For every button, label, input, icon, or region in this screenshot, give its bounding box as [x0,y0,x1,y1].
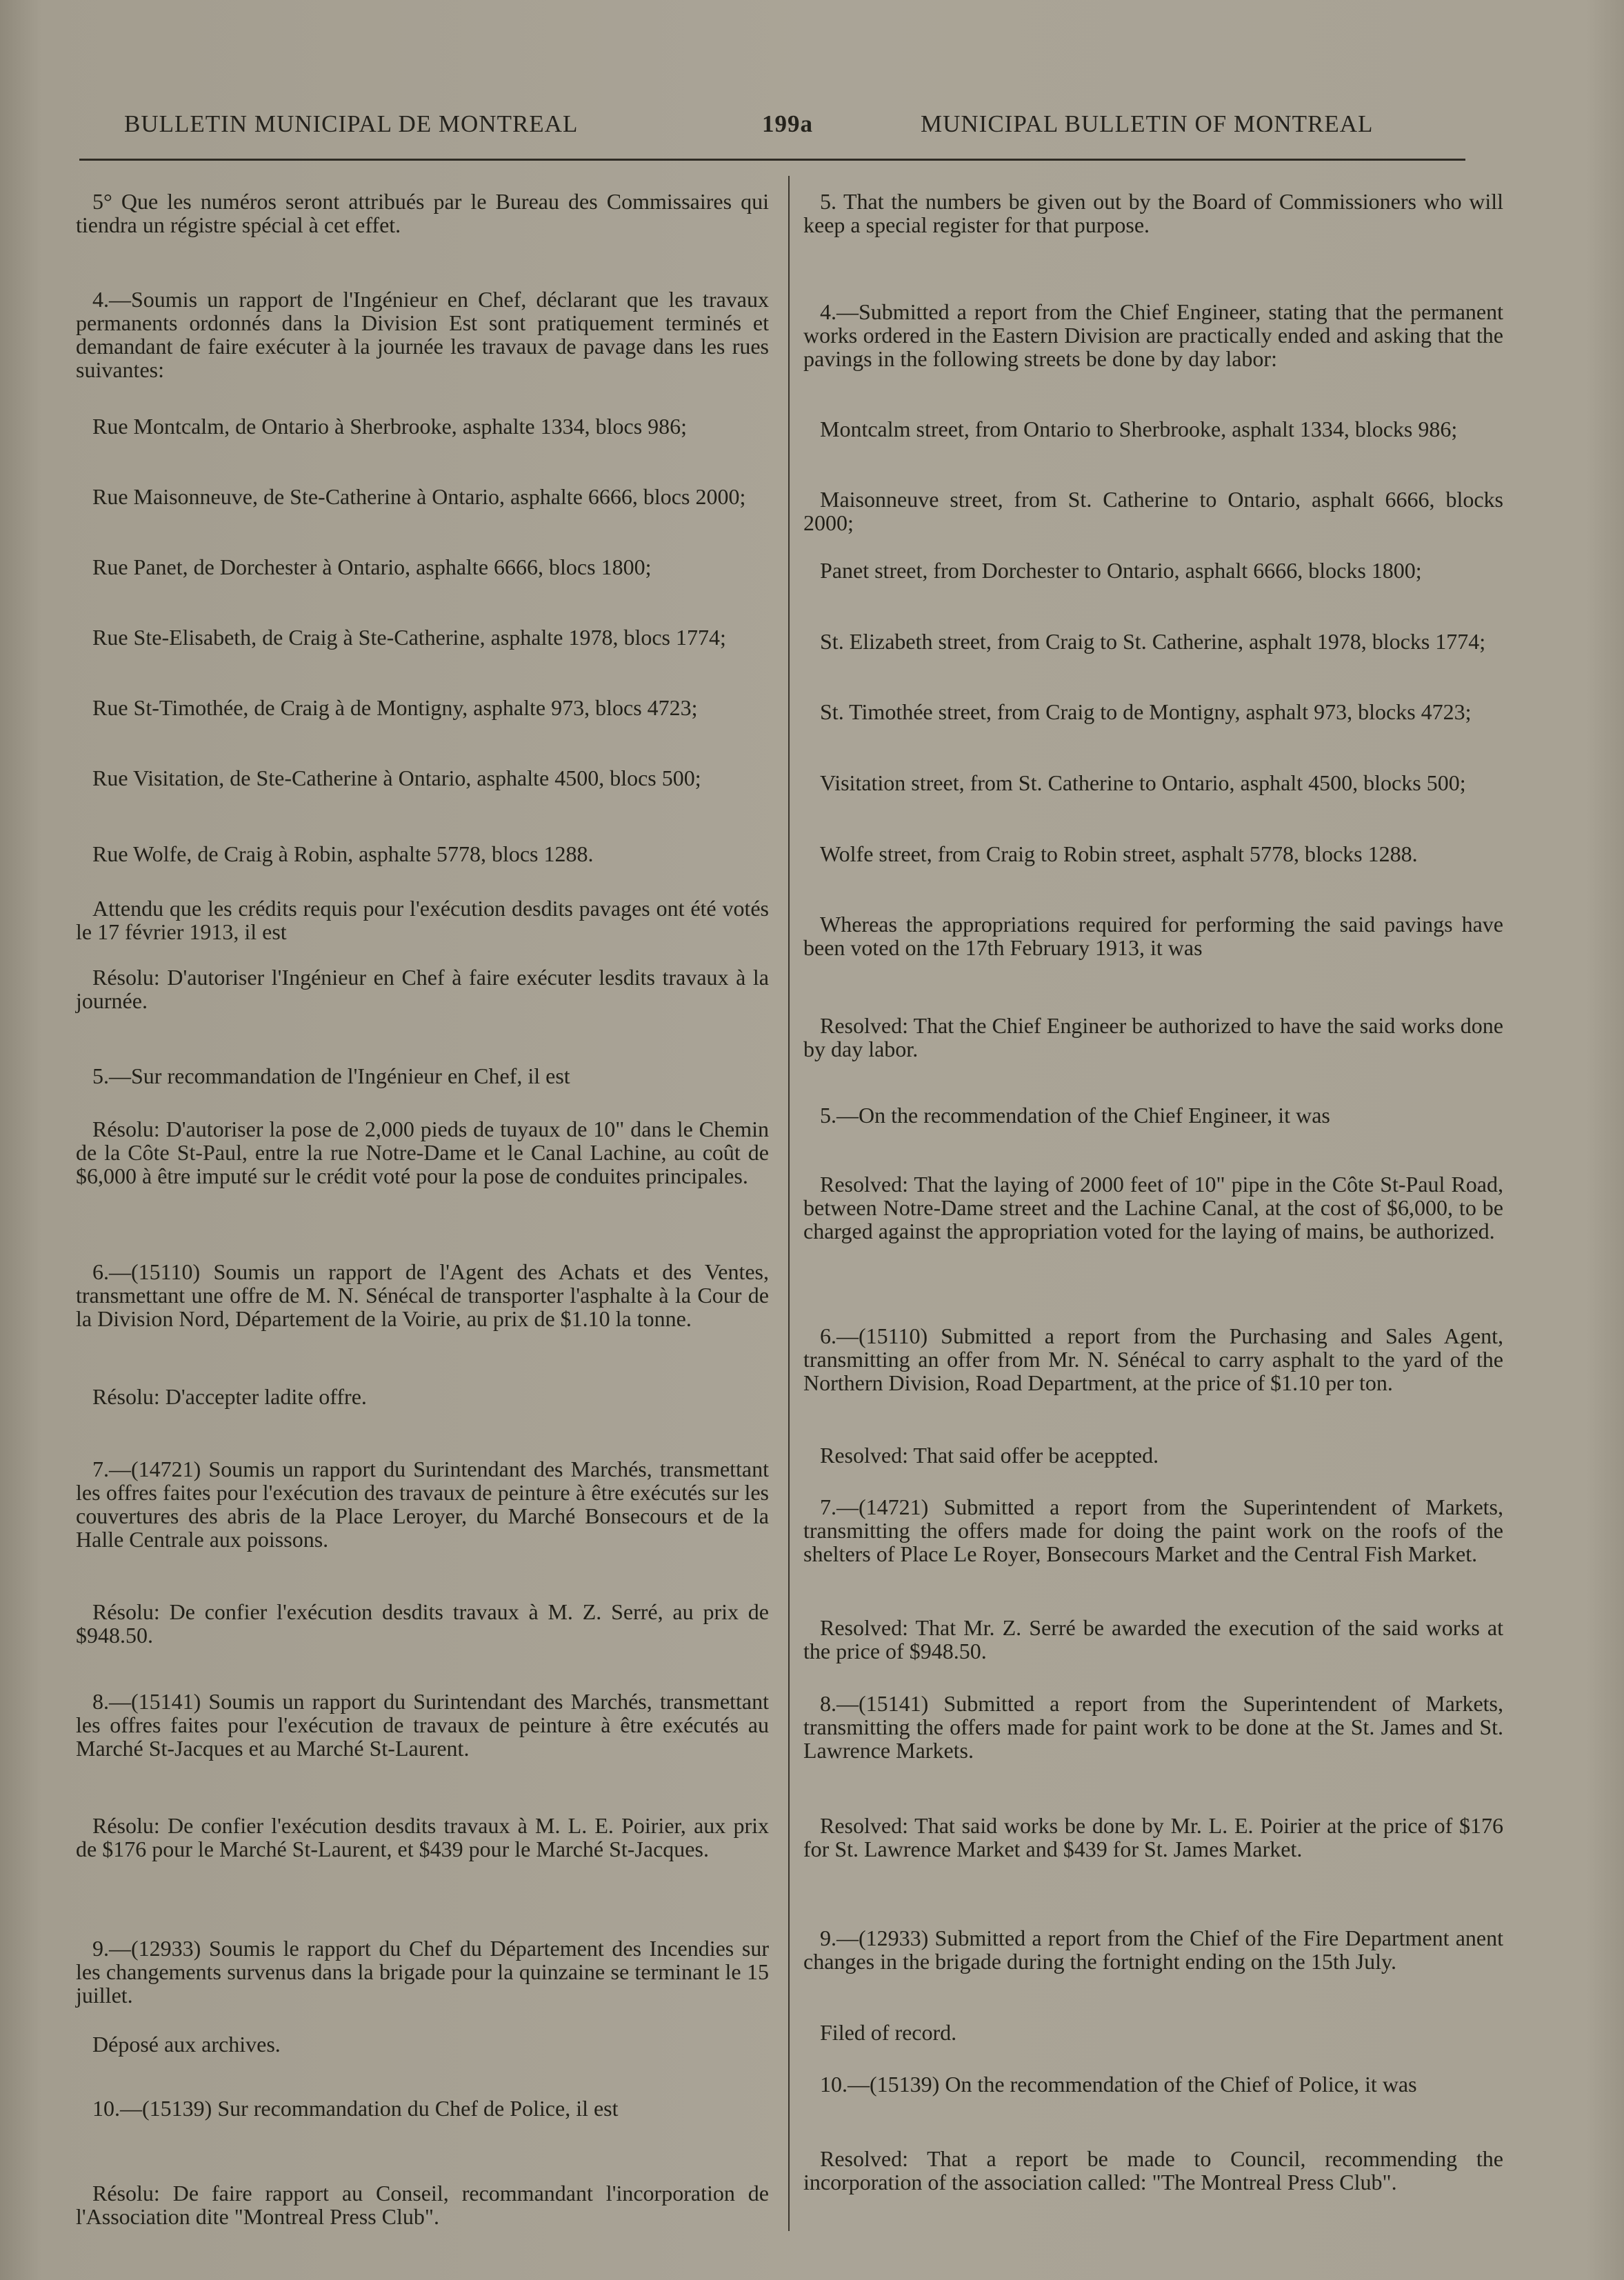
page-number: 199a [762,110,813,137]
fr-paragraph: Résolu: D'autoriser l'Ingénieur en Chef à faire exécuter lesdits travaux à la journée. [76,965,769,1013]
fr-paragraph: Attendu que les crédits requis pour l'exécution desdits pavages ont été votés le 17 février 1913, il est [76,896,769,944]
fr-paragraph: Déposé aux archives. [92,2032,281,2057]
fr-paragraph: 8.—(15141) Soumis un rapport du Surintendant des Marchés, transmettant les offres faites pour l'exécution de travaux de peinture à être exécutés au Marché St-Jacques et au Marché St-Laurent. [76,1689,769,1761]
fr-paragraph: Résolu: De faire rapport au Conseil, recommandant l'incorporation de l'Association dite "Montreal Press Club". [76,2181,769,2229]
en-paragraph: 6.—(15110) Submitted a report from the Purchasing and Sales Agent, transmitting an offer from Mr. N. Sénécal to carry asphalt to the yard of the Northern Division, Road Department, at the price of $1.10 per ton. [803,1323,1503,1395]
fr-paragraph: Rue St-Timothée, de Craig à de Montigny, asphalte 973, blocs 4723; [92,695,698,720]
en-paragraph: 7.—(14721) Submitted a report from the Superintendent of Markets, transmitting the offers made for doing the paint work on the roofs of the shelters of Place Le Royer, Bonsecours Market and the Central Fish Market. [803,1494,1503,1566]
header-french-title: BULLETIN MUNICIPAL DE MONTREAL [124,110,579,137]
fr-paragraph: 6.—(15110) Soumis un rapport de l'Agent des Achats et des Ventes, transmettant une offre de M. N. Sénécal de transporter l'asphalte à la Cour de la Division Nord, Département de la Voirie, au prix de $1.10 la tonne. [76,1259,769,1331]
en-paragraph: 4.—Submitted a report from the Chief Engineer, stating that the permanent works ordered in the Eastern Division are practically ended and asking that the pavings in the following streets be done by day labor: [803,299,1503,371]
en-paragraph: Maisonneuve street, from St. Catherine to Ontario, asphalt 6666, blocks 2000; [803,487,1503,535]
en-paragraph: Resolved: That the Chief Engineer be authorized to have the said works done by day labor. [803,1013,1503,1061]
en-paragraph: 5.—On the recommendation of the Chief Engineer, it was [820,1103,1330,1128]
fr-paragraph: Rue Maisonneuve, de Ste-Catherine à Ontario, asphalte 6666, blocs 2000; [92,484,746,509]
en-paragraph: Wolfe street, from Craig to Robin street, asphalt 5778, blocks 1288. [820,841,1418,866]
en-paragraph: Resolved: That Mr. Z. Serré be awarded the execution of the said works at the price of $948.50. [803,1615,1503,1663]
fr-paragraph: Résolu: D'accepter ladite offre. [92,1384,367,1409]
fr-paragraph: 10.—(15139) Sur recommandation du Chef de Police, il est [92,2096,619,2121]
en-paragraph: Resolved: That a report be made to Council, recommending the incorporation of the association called: "The Montreal Press Club". [803,2146,1503,2194]
en-paragraph: Resolved: That said offer be aceppted. [820,1443,1159,1468]
running-header [124,110,1469,145]
fr-paragraph: 5° Que les numéros seront attribués par le Bureau des Commissaires qui tiendra un régistre spécial à cet effet. [76,189,769,237]
fr-paragraph: Rue Montcalm, de Ontario à Sherbrooke, asphalte 1334, blocs 986; [92,414,688,439]
en-paragraph: St. Timothée street, from Craig to de Montigny, asphalt 973, blocks 4723; [820,699,1472,724]
header-english-title: MUNICIPAL BULLETIN OF MONTREAL [921,110,1374,137]
fr-paragraph: 5.—Sur recommandation de l'Ingénieur en Chef, il est [92,1063,570,1088]
en-paragraph: Resolved: That the laying of 2000 feet of 10" pipe in the Côte St-Paul Road, between Notre-Dame street and the Lachine Canal, at the cost of $6,000, to be charged against the appropriation voted for the laying of mains, be authorized. [803,1172,1503,1243]
fr-paragraph: Rue Visitation, de Ste-Catherine à Ontario, asphalte 4500, blocs 500; [92,766,701,790]
en-paragraph: 5. That the numbers be given out by the Board of Commissioners who will keep a special register for that purpose. [803,189,1503,237]
en-paragraph: Panet street, from Dorchester to Ontario, asphalt 6666, blocks 1800; [820,558,1422,583]
fr-paragraph: 9.—(12933) Soumis le rapport du Chef du Département des Incendies sur les changements survenus dans la brigade pour la quinzaine se terminant le 15 juillet. [76,1936,769,2008]
fr-paragraph: Résolu: De confier l'exécution desdits travaux à M. Z. Serré, au prix de $948.50. [76,1599,769,1648]
fr-paragraph: Résolu: D'autoriser la pose de 2,000 pieds de tuyaux de 10" dans le Chemin de la Côte St-Paul, entre la rue Notre-Dame et le Canal Lachine, au coût de $6,000 à être imputé sur le crédit voté pour la pose de conduites principales. [76,1117,769,1188]
header-rule [79,159,1465,161]
en-paragraph: 9.—(12933) Submitted a report from the Chief of the Fire Department anent changes in the brigade during the fortnight ending on the 15th July. [803,1926,1503,1974]
fr-paragraph: Rue Panet, de Dorchester à Ontario, asphalte 6666, blocs 1800; [92,554,652,579]
column-divider [788,176,790,2231]
en-paragraph: 8.—(15141) Submitted a report from the Superintendent of Markets, transmitting the offers made for paint work to be done at the St. James and St. Lawrence Markets. [803,1691,1503,1763]
en-paragraph: Filed of record. [820,2020,957,2045]
en-paragraph: Resolved: That said works be done by Mr. L. E. Poirier at the price of $176 for St. Lawrence Market and $439 for St. James Market. [803,1813,1503,1861]
en-paragraph: Visitation street, from St. Catherine to Ontario, asphalt 4500, blocks 500; [820,770,1466,795]
en-paragraph: Whereas the appropriations required for performing the said pavings have been voted on the 17th February 1913, it was [803,912,1503,960]
fr-paragraph: Résolu: De confier l'exécution desdits travaux à M. L. E. Poirier, aux prix de $176 pour le Marché St-Laurent, et $439 pour le Marché St-Jacques. [76,1813,769,1861]
fr-paragraph: 7.—(14721) Soumis un rapport du Surintendant des Marchés, transmettant les offres faites pour l'exécution des travaux de peinture à être exécutés sur les couvertures des abris de la Place Leroyer, du Marché Bonsecours et de la Halle Centrale aux poissons. [76,1457,769,1552]
en-paragraph: 10.—(15139) On the recommendation of the Chief of Police, it was [820,2072,1417,2097]
fr-paragraph: 4.—Soumis un rapport de l'Ingénieur en Chef, déclarant que les travaux permanents ordonnés dans la Division Est sont pratiquement terminés et demandant de faire exécuter à la journée les travaux de pavage dans les rues suivantes: [76,287,769,382]
fr-paragraph: Rue Ste-Elisabeth, de Craig à Ste-Catherine, asphalte 1978, blocs 1774; [92,625,726,650]
en-paragraph: St. Elizabeth street, from Craig to St. Catherine, asphalt 1978, blocks 1774; [820,629,1486,654]
en-paragraph: Montcalm street, from Ontario to Sherbrooke, asphalt 1334, blocks 986; [820,417,1458,441]
fr-paragraph: Rue Wolfe, de Craig à Robin, asphalte 5778, blocs 1288. [92,841,594,866]
